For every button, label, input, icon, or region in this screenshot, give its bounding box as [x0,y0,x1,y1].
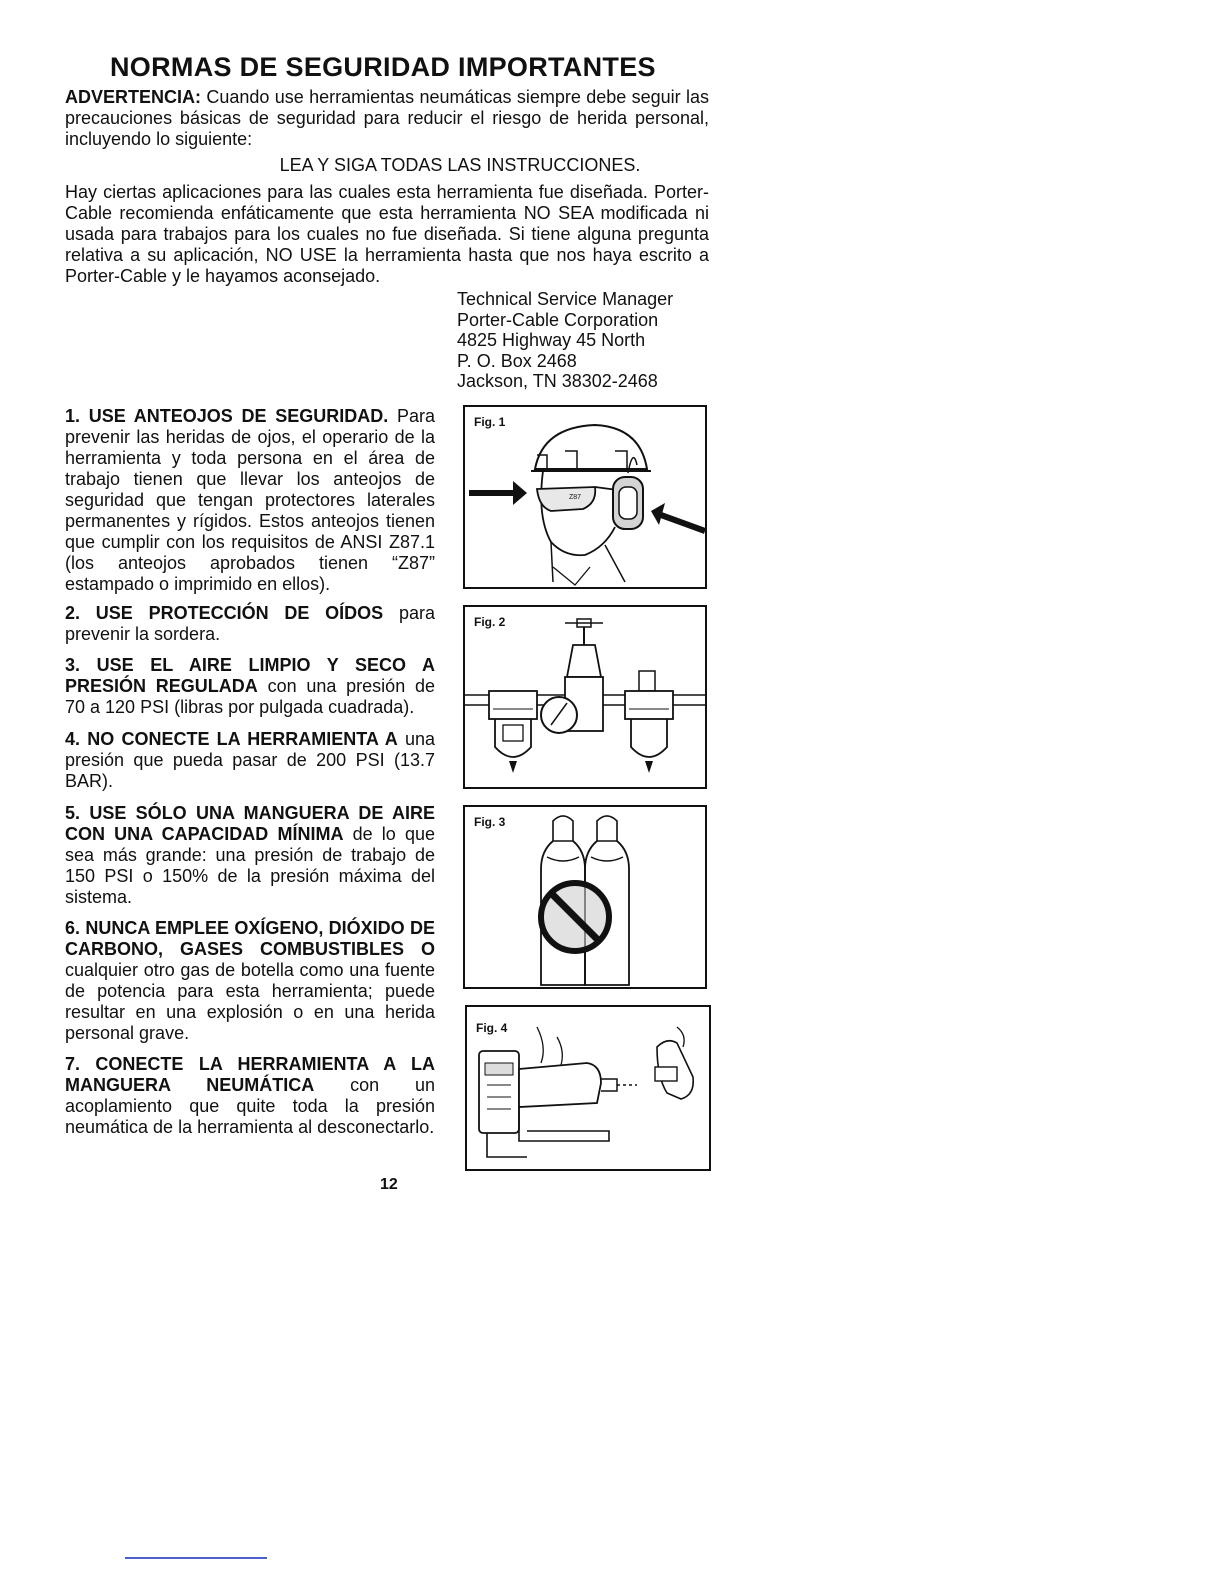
warning-text: Cuando use herramientas neumáticas siempre debe seguir las precauciones básicas de seguridad para reducir el riesgo de herida personal, incluyendo lo siguiente: [65,87,709,149]
read-follow-line: LEA Y SIGA TODAS LAS INSTRUCCIONES. [279,155,641,175]
page-number: 12 [380,1176,398,1193]
safety-item-4 [65,729,435,792]
safety-item-6 [65,918,435,1044]
warning-paragraph [65,87,709,150]
head-protection-illustration [465,407,705,587]
safety-item-heading: 3. USE EL AIRE LIMPIO Y SECO A PRESIÓN REGULADA [65,655,435,696]
safety-item-2 [65,603,435,645]
safety-item-text: con un acoplamiento que quite toda la presión neumática de la herramienta al desconectarlo. [65,1075,435,1137]
safety-item-text: Para prevenir las heridas de ojos, el operario de la herramienta y toda persona en el área de trabajo tienen que llevar los anteojos de seguridad que tengan protectores laterales permanentes y rígidos. Estos anteojos tienen que cumplir con los requisitos de ANSI Z87.1 (los anteojos aprobados tienen “Z87” estampado o imprimido en ellos). [65,406,436,594]
safety-item-text: con una presión de 70 a 120 PSI (libras por pulgada cuadrada). [65,676,435,717]
figure-label: Fig. 2 [474,615,506,629]
page-title: NORMAS DE SEGURIDAD IMPORTANTES [110,52,656,82]
z87-mark: Z87 [569,494,582,501]
safety-item-7 [65,1054,435,1138]
figure-label: Fig. 1 [474,415,506,429]
safety-item-text: cualquier otro gas de botella como una fuente de potencia para esta herramienta; puede resultar en una explosión o en una herida personal grave. [65,960,435,1043]
service-address [457,289,673,392]
address-line: 4825 Highway 45 North [457,330,646,350]
figure-label: Fig. 4 [476,1021,508,1035]
address-line: Jackson, TN 38302-2468 [457,371,658,391]
filter-regulator-illustration [465,607,705,787]
safety-item-heading: 5. USE SÓLO UNA MANGUERA DE AIRE CON UNA CAPACIDAD MÍNIMA [65,803,435,844]
bottom-underline [125,1557,267,1559]
safety-item-heading: 4. NO CONECTE LA HERRAMIENTA A [65,729,398,749]
figure-1-eye-ear-protection [463,405,707,589]
address-line: Technical Service Manager [457,289,674,309]
safety-item-heading: 6. NUNCA EMPLEE OXÍGENO, DIÓXIDO DE CARBONO, GASES COMBUSTIBLES O [65,918,435,959]
safety-item-1 [65,406,435,595]
safety-item-heading: 1. USE ANTEOJOS DE SEGURIDAD. [65,406,389,426]
safety-item-5 [65,803,435,908]
figure-2-air-regulator [463,605,707,789]
safety-item-text: para prevenir la sordera. [65,603,435,644]
address-line: P. O. Box 2468 [457,350,577,371]
gas-cylinders-prohibited-illustration [465,807,705,987]
safety-item-heading: 2. USE PROTECCIÓN DE OÍDOS [65,603,384,623]
safety-item-text: de lo que sea más grande: una presión de trabajo de 150 PSI o 150% de la presión máxima del sistema. [65,824,435,907]
figure-4-tool-coupling [465,1005,711,1171]
intro-paragraph: Hay ciertas aplicaciones para las cuales esta herramienta fue diseñada. Porter-Cable recomienda enfáticamente que esta herramienta NO SEA modificada ni usada para trabajos para los cuales no fue diseñada. Si tiene alguna pregunta relativa a su aplicación, NO USE la herramienta hasta que nos haya escrito a Porter-Cable y le hayamos aconsejado. [65,182,709,286]
safety-item-text: una presión que pueda pasar de 200 PSI (13.7 BAR). [65,729,435,791]
address-line: Porter-Cable Corporation [457,309,659,330]
figure-3-no-bottled-gas [463,805,707,989]
warning-label: ADVERTENCIA: [65,87,202,107]
safety-item-heading: 7. CONECTE LA HERRAMIENTA A LA MANGUERA NEUMÁTICA [65,1054,435,1095]
safety-item-3 [65,655,435,718]
figure-label: Fig. 3 [474,815,506,829]
